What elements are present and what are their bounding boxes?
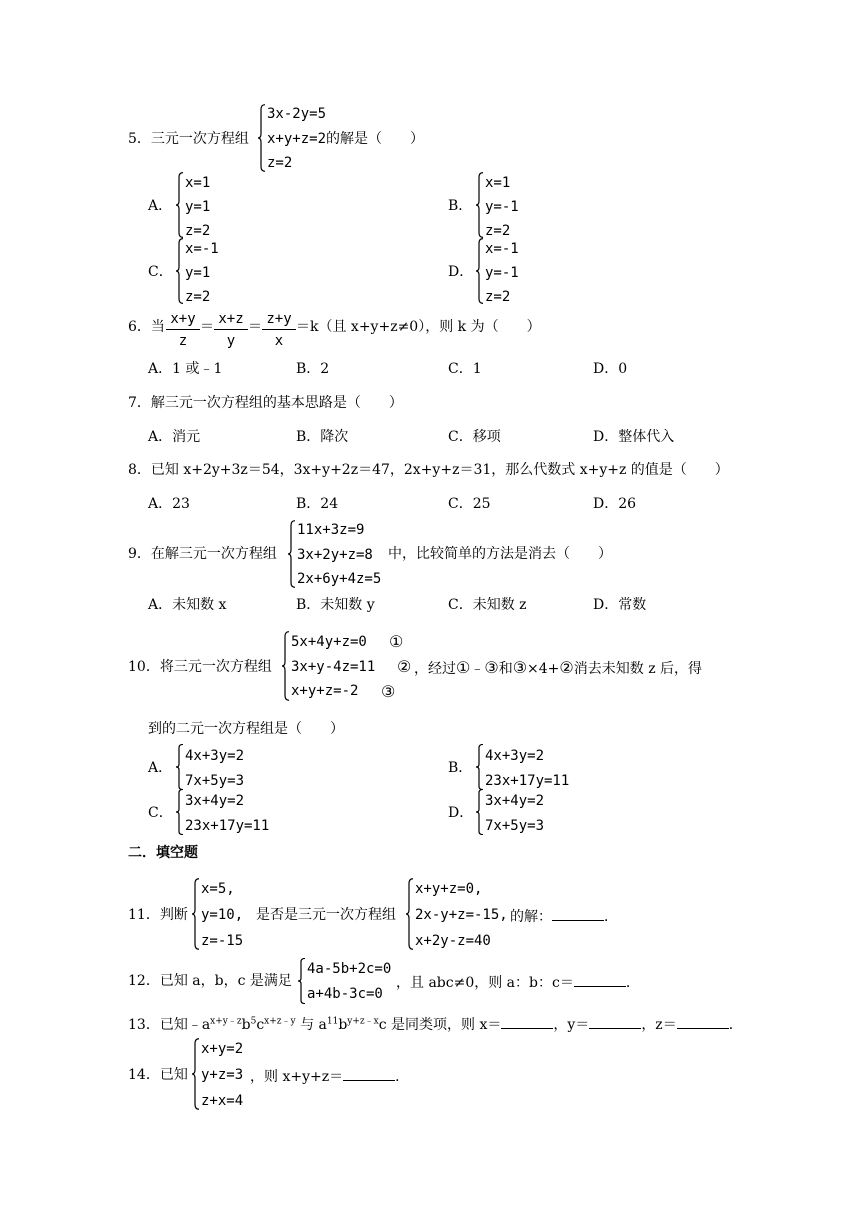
q5-eq-2: x+y+z=2: [267, 131, 327, 147]
q10-circ-3: ③: [484, 658, 499, 677]
q8-stem: 8．已知 x+2y+3z＝54，3x+y+2z＝47，2x+y+z＝31，那么代数式 x+y+z 的值是（ ）: [128, 462, 729, 478]
section-2-title: 二．填空题: [128, 845, 198, 861]
q11-end: ．: [604, 909, 618, 925]
q10-d-row-1: 3x+4y=2: [485, 793, 545, 809]
q5-d-row-2: y=-1: [485, 265, 519, 281]
q11-answer-blank[interactable]: [552, 908, 604, 921]
brace-icon: [298, 958, 306, 1004]
q10-a-row-1: 4x+3y=2: [185, 748, 245, 764]
brace-icon: [288, 520, 296, 588]
brace-icon: [176, 238, 184, 304]
brace-icon: [476, 238, 484, 304]
q10-mark-3: ③: [381, 682, 396, 701]
q9-suffix: 中，比较简单的方法是消去（ ）: [388, 546, 612, 562]
brace-icon: [476, 172, 484, 238]
q5-a-row-3: z=2: [185, 223, 211, 239]
q6-frac2-den: y: [226, 333, 236, 349]
q10-option-d-system[interactable]: [476, 789, 566, 835]
brace-icon: [406, 878, 414, 950]
q9-option-a[interactable]: A．未知数 x: [148, 597, 227, 613]
q10-option-a-label[interactable]: A．: [148, 760, 173, 776]
q11-mid: 是否是三元一次方程组: [256, 907, 396, 923]
q5-option-a-label[interactable]: A．: [148, 198, 173, 214]
q5-eq-3: z=2: [267, 155, 293, 171]
q6-option-b[interactable]: B．2: [296, 361, 330, 377]
q10-eq-1: 5x+4y+z=0: [291, 634, 367, 650]
q14-eq-3: z+x=4: [201, 1093, 244, 1109]
q13-text: [128, 1016, 743, 1032]
q14-answer-blank[interactable]: [343, 1068, 395, 1081]
q11-s1-row-2: y=10,: [201, 907, 244, 923]
q8-option-c[interactable]: C．25: [448, 496, 491, 512]
q8-option-d[interactable]: D．26: [593, 496, 637, 512]
q10-circ-2: ②: [559, 658, 574, 677]
q13-sup-2: 5: [250, 1016, 257, 1027]
q10-c-row-1: 3x+4y=2: [185, 793, 245, 809]
q10-a-row-2: 7x+5y=3: [185, 773, 245, 789]
q5-option-b-system[interactable]: [476, 172, 536, 238]
q6-fraction-1: [166, 310, 200, 348]
q5-d-row-1: x=-1: [485, 241, 519, 257]
q5-c-row-2: y=1: [185, 265, 211, 281]
q10-suffix-a: ，经过: [414, 661, 456, 677]
q13-z-blank[interactable]: [677, 1016, 729, 1029]
q14-suffix: [250, 1068, 409, 1084]
q10-option-b-system[interactable]: [476, 744, 586, 790]
q5-option-d-label[interactable]: D．: [448, 264, 474, 280]
q6-prefix: 6．当: [128, 319, 165, 335]
q6-fraction-2: [214, 310, 248, 348]
q10-suffix: [414, 660, 702, 676]
q10-line-2: 到的二元一次方程组是（ ）: [148, 721, 344, 737]
q13-end: ．: [728, 1017, 743, 1033]
q5-eq-1: 3x-2y=5: [267, 106, 327, 122]
q12-prefix: 12．已知 a，b，c 是满足: [128, 973, 292, 989]
q12-suffix: [396, 974, 640, 990]
q10-c-row-2: 23x+17y=11: [185, 818, 270, 834]
brace-icon: [192, 878, 200, 950]
q13-sup-5: y+z﹣x: [347, 1016, 379, 1027]
q9-system: [288, 520, 398, 588]
q10-and: 和: [498, 661, 513, 677]
q7-option-c[interactable]: C．移项: [448, 429, 501, 445]
q6-frac1-den: z: [178, 333, 188, 349]
q11-s1-row-1: x=5,: [201, 881, 235, 897]
q6-eq-2: ＝: [248, 319, 262, 335]
q11-s2-row-1: x+y+z=0,: [415, 881, 483, 897]
q5-b-row-2: y=-1: [485, 199, 519, 215]
q13-c2: c 是同类项，则 x＝: [378, 1017, 502, 1033]
q5-d-row-3: z=2: [485, 289, 511, 305]
brace-icon: [282, 631, 290, 701]
q12-end: ．: [625, 975, 640, 991]
q13-sup-1: x+y﹣z: [210, 1016, 242, 1027]
q9-eq-2: 3x+2y+z=8: [297, 547, 373, 563]
q9-option-b[interactable]: B．未知数 y: [296, 597, 375, 613]
q11-prefix: 11．判断: [128, 907, 188, 923]
q6-suffix: ＝k（且 x+y+z≠0），则 k 为（ ）: [296, 319, 541, 335]
q10-prefix: 10．将三元一次方程组: [128, 659, 272, 675]
q5-suffix: 的解是（ ）: [326, 131, 424, 147]
q13-prefix: 13．已知﹣a: [128, 1017, 211, 1033]
q11-s2-row-3: x+2y-z=40: [415, 933, 491, 949]
q9-option-d[interactable]: D．常数: [593, 597, 647, 613]
q7-option-a[interactable]: A．消元: [148, 429, 201, 445]
q10-d-row-2: 7x+5y=3: [485, 818, 545, 834]
q10-circ-3b: ③: [512, 658, 528, 677]
q14-eq-2: y+z=3: [201, 1067, 244, 1083]
q6-option-a[interactable]: A．1 或﹣1: [148, 361, 223, 377]
q10-circ-1: ①: [456, 658, 471, 677]
brace-icon: [476, 789, 484, 835]
q13-sup-3: x+z﹣y: [264, 1016, 296, 1027]
brace-icon: [476, 744, 484, 790]
q8-option-a[interactable]: A．23: [148, 496, 190, 512]
q5-a-row-2: y=1: [185, 199, 211, 215]
q10-eq-3: x+y+z=-2: [291, 683, 359, 699]
q13-sup-4: 11: [326, 1016, 339, 1027]
q7-stem: 7．解三元一次方程组的基本思路是（ ）: [128, 395, 403, 411]
q10-option-c-label[interactable]: C．: [148, 805, 173, 821]
q10-option-c-system[interactable]: [176, 789, 286, 835]
q14-prefix: 14．已知: [128, 1067, 188, 1083]
q14-end: ．: [395, 1069, 410, 1085]
q12-eq-1: 4a-5b+2c=0: [307, 961, 392, 977]
q10-option-a-system[interactable]: [176, 744, 266, 790]
q13-y-blank[interactable]: [589, 1016, 641, 1029]
q6-option-d[interactable]: D．0: [593, 361, 628, 377]
brace-icon: [258, 104, 266, 172]
q12-system: [298, 958, 398, 1004]
q10-suffix-b: 消去未知数 z 后，得: [573, 661, 703, 677]
q5-prefix: 5．三元一次方程组: [128, 131, 249, 147]
q6-frac3-den: x: [274, 333, 284, 349]
q5-option-d-system[interactable]: [476, 238, 536, 304]
q5-a-row-1: x=1: [185, 175, 211, 191]
q6-fraction-3: [262, 310, 296, 348]
q8-option-b[interactable]: B．24: [296, 496, 339, 512]
q10-eq-2: 3x+y-4z=11: [291, 659, 376, 675]
q5-option-c-system[interactable]: [176, 238, 236, 304]
q13-y: ，y＝: [553, 1017, 590, 1033]
q13-mid: 与 a: [295, 1017, 327, 1033]
q14-suffix-text: ，则 x+y+z＝: [250, 1069, 344, 1085]
brace-icon: [176, 789, 184, 835]
q5-c-row-1: x=-1: [185, 241, 219, 257]
q6-option-c[interactable]: C．1: [448, 361, 482, 377]
q14-eq-1: x+y=2: [201, 1041, 244, 1057]
brace-icon: [176, 744, 184, 790]
q13-x-blank[interactable]: [501, 1016, 553, 1029]
q9-eq-1: 11x+3z=9: [297, 522, 365, 538]
q5-c-row-3: z=2: [185, 289, 211, 305]
q10-option-d-label[interactable]: D．: [448, 805, 474, 821]
q9-prefix: 9．在解三元一次方程组: [128, 546, 277, 562]
q10-option-b-label[interactable]: B．: [448, 760, 473, 776]
q10-times: ×4+: [527, 661, 560, 677]
q5-option-c-label[interactable]: C．: [148, 264, 173, 280]
q12-eq-2: a+4b-3c=0: [307, 986, 383, 1002]
q9-option-c[interactable]: C．未知数 z: [448, 597, 527, 613]
q5-b-row-1: x=1: [485, 175, 511, 191]
q7-option-b[interactable]: B．降次: [296, 429, 349, 445]
q6-frac3-num: z+y: [266, 311, 292, 327]
q6-frac2-num: x+z: [218, 311, 244, 327]
q6-frac1-num: x+y: [170, 311, 196, 327]
q11-system-2: [406, 878, 526, 950]
q11-s1-row-3: z=-15: [201, 933, 244, 949]
q10-b-row-2: 23x+17y=11: [485, 773, 570, 789]
q13-b: b: [241, 1017, 251, 1033]
q9-eq-3: 2x+6y+4z=5: [297, 571, 382, 587]
brace-icon: [192, 1038, 200, 1110]
q12-answer-blank[interactable]: [574, 974, 626, 987]
q13-c: c: [256, 1017, 265, 1033]
brace-icon: [176, 172, 184, 238]
q11-suffix-text: 的解：: [510, 909, 552, 925]
q5-option-b-label[interactable]: B．: [448, 198, 473, 214]
q6-eq-1: ＝: [200, 319, 214, 335]
q10-dash: ﹣: [470, 661, 485, 677]
q13-b2: b: [338, 1017, 348, 1033]
q5-option-a-system[interactable]: [176, 172, 236, 238]
q13-z: ，z＝: [641, 1017, 677, 1033]
q11-suffix: [510, 908, 618, 924]
q10-mark-2: ②: [397, 657, 412, 676]
q7-option-d[interactable]: D．整体代入: [593, 429, 675, 445]
q10-mark-1: ①: [389, 632, 404, 651]
q10-b-row-1: 4x+3y=2: [485, 748, 545, 764]
q5-b-row-3: z=2: [485, 223, 511, 239]
q12-suffix-text: ，且 abc≠0，则 a：b：c＝: [396, 975, 574, 991]
q11-s2-row-2: 2x-y+z=-15,: [415, 907, 508, 923]
